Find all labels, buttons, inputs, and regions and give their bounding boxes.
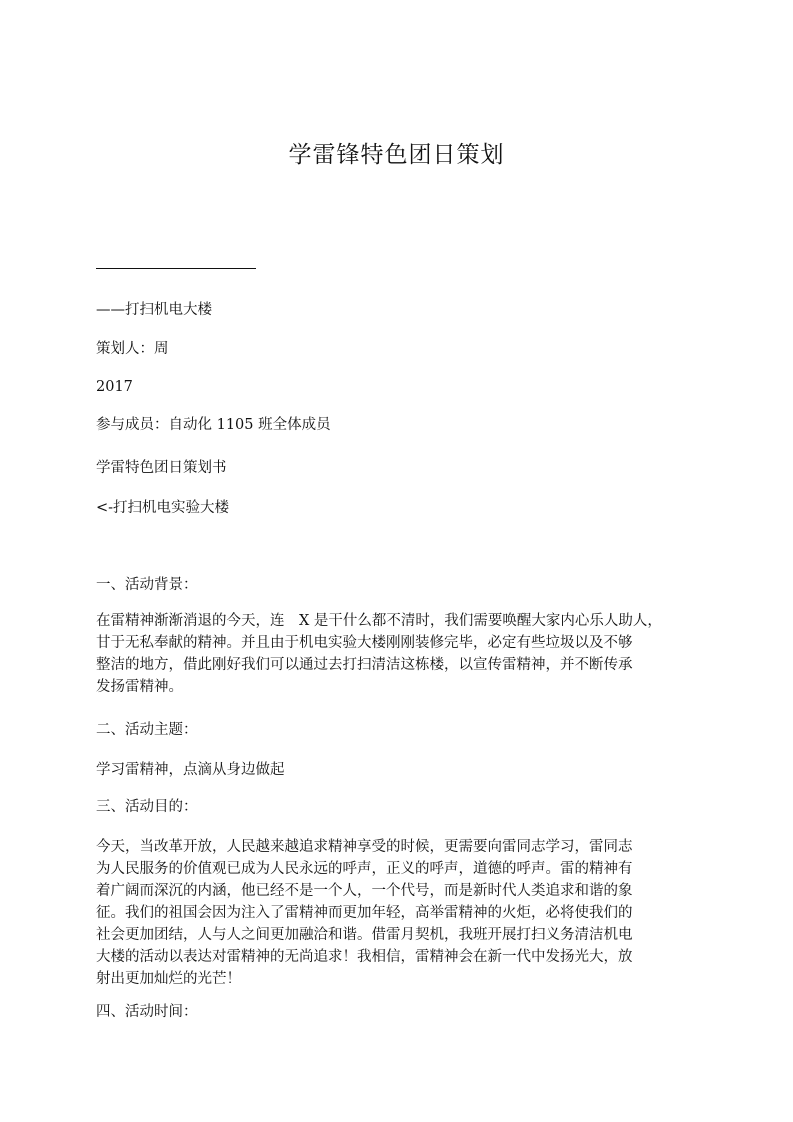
paragraph-line: 在雷精神渐渐消退的今天，连 X 是干什么都不清时，我们需要唤醒大家内心乐人助人， — [96, 613, 662, 629]
paragraph-line: 发扬雷精神。 — [96, 679, 183, 695]
document-subtitle: ——打扫机电大楼 — [96, 302, 212, 318]
paragraph-line: 今天，当改革开放，人民越来越追求精神享受的时候，更需要向雷同志学习，雷同志 — [96, 839, 633, 855]
paragraph-line: 为人民服务的价值观已成为人民永远的呼声，正义的呼声，道德的呼声。雷的精神有 — [96, 861, 633, 877]
section-heading-purpose: 三、活动目的： — [96, 799, 198, 815]
section-heading-background: 一、活动背景： — [96, 577, 198, 593]
section-body-background — [96, 610, 696, 698]
section-body-purpose — [96, 836, 696, 990]
members-line: 参与成员：自动化 1105 班全体成员 — [96, 417, 331, 433]
paragraph-line: 学习雷精神，点滴从身边做起 — [96, 762, 285, 778]
separator-rule — [96, 268, 256, 269]
paragraph-line: 射出更加灿烂的光芒！ — [96, 971, 241, 987]
paragraph-line: 甘于无私奉献的精神。并且由于机电实验大楼刚刚装修完毕，必定有些垃圾以及不够 — [96, 635, 633, 651]
section-heading-time: 四、活动时间： — [96, 1004, 198, 1020]
section-heading-theme: 二、活动主题： — [96, 722, 198, 738]
paragraph-line: 征。我们的祖国会因为注入了雷精神而更加年轻，高举雷精神的火炬，必将使我们的 — [96, 905, 633, 921]
book-subtitle: <-打扫机电实验大楼 — [96, 500, 230, 516]
planner-line: 策划人：周 — [96, 341, 169, 357]
document-title: 学雷锋特色团日策划 — [288, 142, 505, 168]
year-line: 2017 — [96, 379, 133, 395]
paragraph-line: 社会更加团结，人与人之间更加融洽和谐。借雷月契机，我班开展打扫义务清洁机电 — [96, 927, 633, 943]
paragraph-line: 着广阔而深沉的内涵，他已经不是一个人，一个代号，而是新时代人类追求和谐的象 — [96, 883, 633, 899]
book-title: 学雷特色团日策划书 — [96, 460, 227, 476]
paragraph-line: 整洁的地方，借此刚好我们可以通过去打扫清洁这栋楼，以宣传雷精神，并不断传承 — [96, 657, 633, 673]
paragraph-line: 大楼的活动以表达对雷精神的无尚追求！我相信，雷精神会在新一代中发扬光大，放 — [96, 949, 633, 965]
section-body-theme — [96, 759, 696, 781]
